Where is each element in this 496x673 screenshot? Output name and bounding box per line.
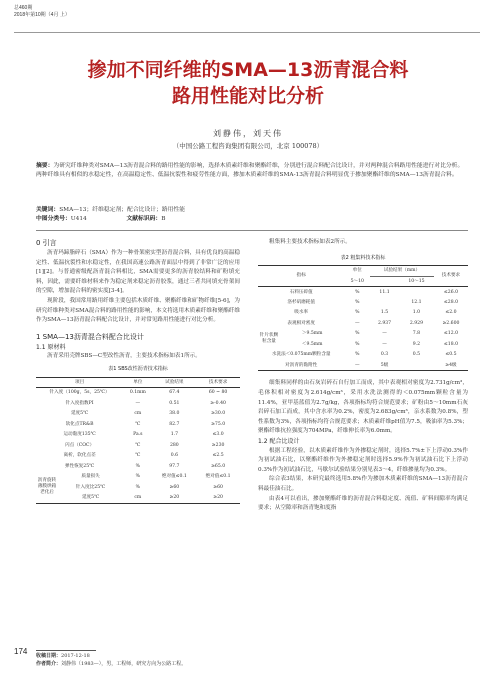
t1-cell: 38.0 — [169, 411, 180, 417]
t2-cell-item: 对沥青的黏附性 — [285, 362, 318, 368]
intro-paragraph-1: 沥青玛蹄脂碎石（SMA）作为一种骨架密实型沥青混合料，具有优良的高温稳定性、低温抗裂性和水稳定性，在我国高速公路沥青面层中得到了非常广泛的应用[1][2]。与普通密级配沥青混合料相比，SMA需要更多的沥青胶结料和矿粉填充料，因此，需要纤维材料来作为稳定剂来稳定沥青胶浆，通过三者共同填充骨架间的空隙，增加混合料的密实度[3-4]。 — [36, 250, 240, 295]
t2-cell: ≤18.0 — [443, 341, 458, 347]
table-row — [258, 308, 468, 319]
t2-cell: ≤26.0 — [443, 289, 458, 295]
author-bio-value: 刘静伟（1983—），男，工程师，研究方向为公路工程。 — [61, 661, 187, 667]
t1-cell: ≥65.0 — [211, 463, 226, 469]
t1-cell: 60 ~ 80 — [208, 390, 228, 396]
doc-code-label: 文献标识码： — [126, 216, 162, 222]
t1-cell: ≥60 — [213, 484, 223, 490]
author-bio-label: 作者简介： — [36, 661, 62, 667]
page-number: 174 — [14, 647, 28, 656]
t1-cell: ≥75.0 — [211, 421, 226, 427]
t1-cell: ≤3.0 — [212, 432, 224, 438]
t1-cell: 82.7 — [169, 421, 180, 427]
table-1-caption: 表1 SBS改性沥青技术指标 — [108, 365, 168, 372]
t2-cell — [399, 287, 434, 298]
received-date — [36, 653, 90, 660]
t2-cell: — — [382, 341, 387, 347]
t1-cell: 0.1mm — [129, 390, 146, 396]
t2-cell: ≤28.0 — [443, 299, 458, 305]
section-intro: 0 引言 — [36, 239, 57, 247]
t1-cell-item: 软化点TR&B — [65, 421, 94, 427]
issue-date: 2018年第10期（4月 上） — [14, 12, 70, 18]
t2-cell: % — [355, 310, 360, 316]
t1-cell: ℃ — [135, 453, 141, 459]
abstract-text: 为研究纤维种类对SMA—13沥青混合料的路用性能的影响，选择木质素纤维和聚酯纤维，分别进行混合料配合比设计，并对两种混合料路用性能进行对比分析。两种纤维具有相似的水稳定性，在高温稳定性、低温抗裂性和疲劳性能方面，掺加木质素纤维的SMA-13沥青混合料明显优于掺加聚酯纤维的SMA—13沥青混合料。 — [36, 163, 464, 178]
keywords-label: 关键词： — [36, 207, 60, 213]
table-row — [36, 472, 240, 483]
t2-cell: % — [355, 352, 360, 358]
journal-header — [14, 5, 70, 19]
t1-cell: ≥60 — [169, 484, 180, 490]
t2-cell: 5级 — [380, 362, 389, 368]
t1-cell: 针入度比25℃ — [75, 484, 106, 490]
t2-cell: 0.3 — [380, 352, 389, 358]
keywords-text: SMA—13；纤维稳定剂；配合比设计；路用性能 — [59, 207, 186, 213]
table-2 — [258, 265, 468, 371]
t2-cell: 2.937 — [377, 320, 392, 326]
header-rule — [14, 32, 480, 33]
t2-cell: — — [354, 320, 360, 326]
t1-group-label: 沥青旋转薄膜烘箱老化后 — [37, 478, 57, 496]
t1-cell-item: 针入度（100g，5s，25℃） — [49, 390, 110, 396]
t2-cell — [399, 360, 434, 371]
table-2-caption: 表2 粗集料技术指标 — [340, 254, 386, 261]
t2-cell-item: 吸水率 — [294, 310, 309, 316]
t1-head-spec: 技术要求 — [208, 379, 228, 385]
table3-summary-paragraph: 综合表3结果，本研究最终选用5.8%作为掺加木质素纤维的SMA—13沥青混合料最佳油石比。 — [258, 476, 468, 492]
t2-cell: 1.0 — [412, 310, 421, 316]
t1-cell-item: 弹性恢复25℃ — [64, 463, 95, 469]
t1-cell: ℃ — [135, 442, 141, 448]
table-row — [258, 360, 468, 371]
t1-cell: cm — [134, 411, 142, 417]
t2-cell: ≤2.0 — [445, 310, 457, 316]
t1-cell: 绝对值≤0.1 — [205, 474, 231, 480]
t2-cell: ＜9.5mm — [301, 341, 323, 347]
t1-cell: % — [135, 463, 141, 469]
t1-cell: 97.7 — [169, 463, 180, 469]
table-1 — [36, 377, 240, 504]
t2-cell: 9.2 — [412, 341, 421, 347]
t1-cell: ≥-0.40 — [210, 400, 226, 406]
t1-cell: % — [135, 474, 141, 480]
t2-cell: 0.5 — [412, 352, 421, 358]
keywords — [36, 206, 466, 215]
class-label: 中图分类号： — [36, 216, 71, 222]
t2-cell: — — [382, 331, 387, 337]
subsection-1-1: 1.1 原材料 — [36, 343, 66, 351]
table-row — [258, 287, 468, 298]
table-row — [36, 493, 240, 504]
t1-cell: 绝对值≤0.1 — [161, 474, 187, 480]
t2-cell — [370, 297, 399, 308]
t2-cell: ≥4级 — [445, 362, 457, 368]
t1-cell: ℃ — [135, 421, 141, 427]
table-row — [36, 409, 240, 420]
t1-cell: ≥30.0 — [211, 411, 226, 417]
t1-cell-item: 运动黏度135℃ — [63, 432, 96, 438]
t1-cell: ≤2.5 — [212, 453, 224, 459]
t2-cell-item: 表观相对密度 — [287, 320, 315, 326]
table-row — [36, 430, 240, 441]
table-row — [36, 451, 240, 462]
t2-cell: ≤12.0 — [443, 331, 458, 337]
table-row — [258, 297, 468, 308]
t2-group-label: 针片状颗粒含量 — [259, 333, 279, 345]
t2-head-index: 指标 — [258, 266, 344, 287]
subsection-1-2: 1.2 配合比设计 — [258, 437, 300, 445]
table-row — [36, 482, 240, 493]
t2-cell: 12.1 — [411, 299, 422, 305]
t1-cell-item: 延度5℃ — [70, 411, 89, 417]
t1-cell: 67.4 — [169, 390, 180, 396]
received-value: 2017-12-18 — [61, 653, 90, 659]
t1-head-unit: 单位 — [133, 379, 143, 385]
doc-code: B — [161, 216, 166, 222]
t2-cell: % — [355, 331, 360, 337]
class-code: U414 — [70, 216, 87, 222]
t2-cell: ≤0.5 — [445, 352, 457, 358]
fine-aggregate-paragraph: 细集料同样的由石灰岩碎石自行加工而成，其中表观相对密度为2.731g/cm³，毛体积相对密度为2.614g/cm³，采用水洗法测得的＜0.075mm颗粒含量为11.4%，亚甲基蓝值为2.7g/kg，各项指标均符合规范要求；矿粉由5～10mm石灰岩碎石加工而成，其中含水率为0.2%，密度为2.683g/cm³，亲水系数为0.8%，塑性系数为3%，各项指标均符合规范要求；木质素纤维pH值为7.5，吸油率为5.3%；聚酯纤维抗拉强度为704MPa，纤维伸长率为6.0mm。 — [258, 380, 468, 435]
t1-cell: 1.7 — [170, 432, 178, 438]
table-row — [36, 388, 240, 399]
t1-cell: ≥230 — [211, 442, 225, 448]
abstract-label: 摘要： — [36, 163, 54, 169]
right-column — [258, 238, 468, 514]
t2-cell: 2.929 — [409, 320, 424, 326]
t2-head-results: 试验结果（mm） — [370, 266, 434, 277]
abstract — [36, 162, 466, 179]
t2-cell-item: 水洗法＜0.075mm颗粒含量 — [271, 352, 331, 358]
t1-cell: 质量损失 — [81, 474, 100, 480]
t1-cell: % — [135, 484, 141, 490]
t1-cell: 0.6 — [170, 453, 178, 459]
t1-cell: — — [135, 400, 141, 406]
t1-cell: 延度5℃ — [81, 494, 100, 500]
t2-cell: 7.8 — [412, 331, 421, 337]
materials-paragraph: 沥青采用壳牌SBS—C型改性沥青，主要技术指标如表1所示。 — [47, 353, 201, 360]
affiliation: （中国公路工程咨询集团有限公司，北京 100078） — [172, 142, 324, 150]
received-label: 收稿日期： — [36, 653, 62, 659]
classification — [36, 215, 466, 224]
table-row — [36, 461, 240, 472]
t2-cell: % — [355, 341, 360, 347]
t2-head-blank — [370, 276, 399, 287]
issue-number: 总460期 — [14, 5, 33, 11]
t2-head-size-a: 5～10 — [350, 278, 364, 284]
table-row — [258, 339, 468, 350]
t1-cell-item: 针入度指数PI — [65, 400, 94, 406]
t2-cell: % — [355, 299, 360, 305]
left-column — [36, 238, 240, 504]
table-row — [258, 329, 468, 340]
table-row — [258, 318, 468, 329]
table-row — [258, 350, 468, 361]
t1-cell: 0.51 — [169, 400, 180, 406]
t1-cell: cm — [134, 494, 142, 500]
t2-cell-item: 石料压碎值 — [289, 289, 313, 295]
t1-head-item: 项目 — [74, 379, 85, 385]
intro-paragraph-2: 现阶段，我国常用路用纤维主要包括木质纤维、聚酯纤维和矿物纤维[5-6]，为研究纤维种类对SMA混合料的路用性能的影响，本文将选用木质素纤维和聚酯纤维作为SMA—13沥青混合料配合比设计，并对常见路用性能进行对比分析。 — [36, 297, 240, 324]
t2-cell-item: 洛杉矶磨耗值 — [287, 299, 315, 305]
t1-cell-item: 闪点（COC） — [65, 442, 95, 448]
section-1: 1 SMA—13沥青混合料配合比设计 — [36, 332, 144, 341]
table4-summary-paragraph: 由表4可以看出，掺加聚酯纤维的沥青混合料稳定度、流值、矿料间隙率均满足要求；从空隙率和沥青饱和度指 — [258, 495, 468, 512]
t2-head-size-b: 10～15 — [408, 278, 425, 284]
footnote-rule — [36, 650, 96, 651]
author-bio — [36, 661, 186, 668]
authors: 刘静伟，刘天伟 — [213, 129, 283, 138]
t2-cell: ≥2.600 — [442, 320, 460, 326]
t1-cell: ≥20 — [169, 494, 180, 500]
t2-head-spec: 技术要求 — [434, 266, 468, 287]
mix-design-paragraph: 根据工程经验，以木质素纤维作为外掺稳定剂时，选择5.7%±下上浮动0.3%作为初试油石比，以聚酯纤维作为外掺稳定剂时选择5.9%作为初试油石比下上浮动0.3%作为初试油石比，马歇尔试验结果分别见表3～4，纤维掺量均为0.3%。 — [258, 447, 468, 473]
t2-head-unit: 单位 — [352, 268, 362, 274]
table-row — [36, 419, 240, 430]
t1-cell-item: 离析，软化点差 — [63, 453, 96, 459]
t2-cell: ＞9.5mm — [301, 331, 323, 337]
abstract-rule — [36, 230, 468, 231]
title-line-2: 路用性能对比分析 — [171, 85, 324, 107]
t1-head-result: 试验结果 — [165, 379, 184, 385]
t1-cell: 280 — [169, 442, 179, 448]
t2-cell: 1.5 — [380, 310, 389, 316]
coarse-aggregate-intro: 粗集料主要技术指标如表2所示。 — [269, 239, 351, 245]
t1-cell: Pa.s — [133, 432, 143, 438]
table-row — [36, 398, 240, 409]
t1-cell: ≥20 — [213, 494, 223, 500]
t2-cell: % — [355, 289, 360, 295]
t2-cell: 11.1 — [379, 289, 390, 295]
title-line-1: 掺加不同纤维的SMA—13沥青混合料 — [87, 59, 409, 81]
t2-cell: — — [354, 362, 360, 368]
table-row — [36, 440, 240, 451]
